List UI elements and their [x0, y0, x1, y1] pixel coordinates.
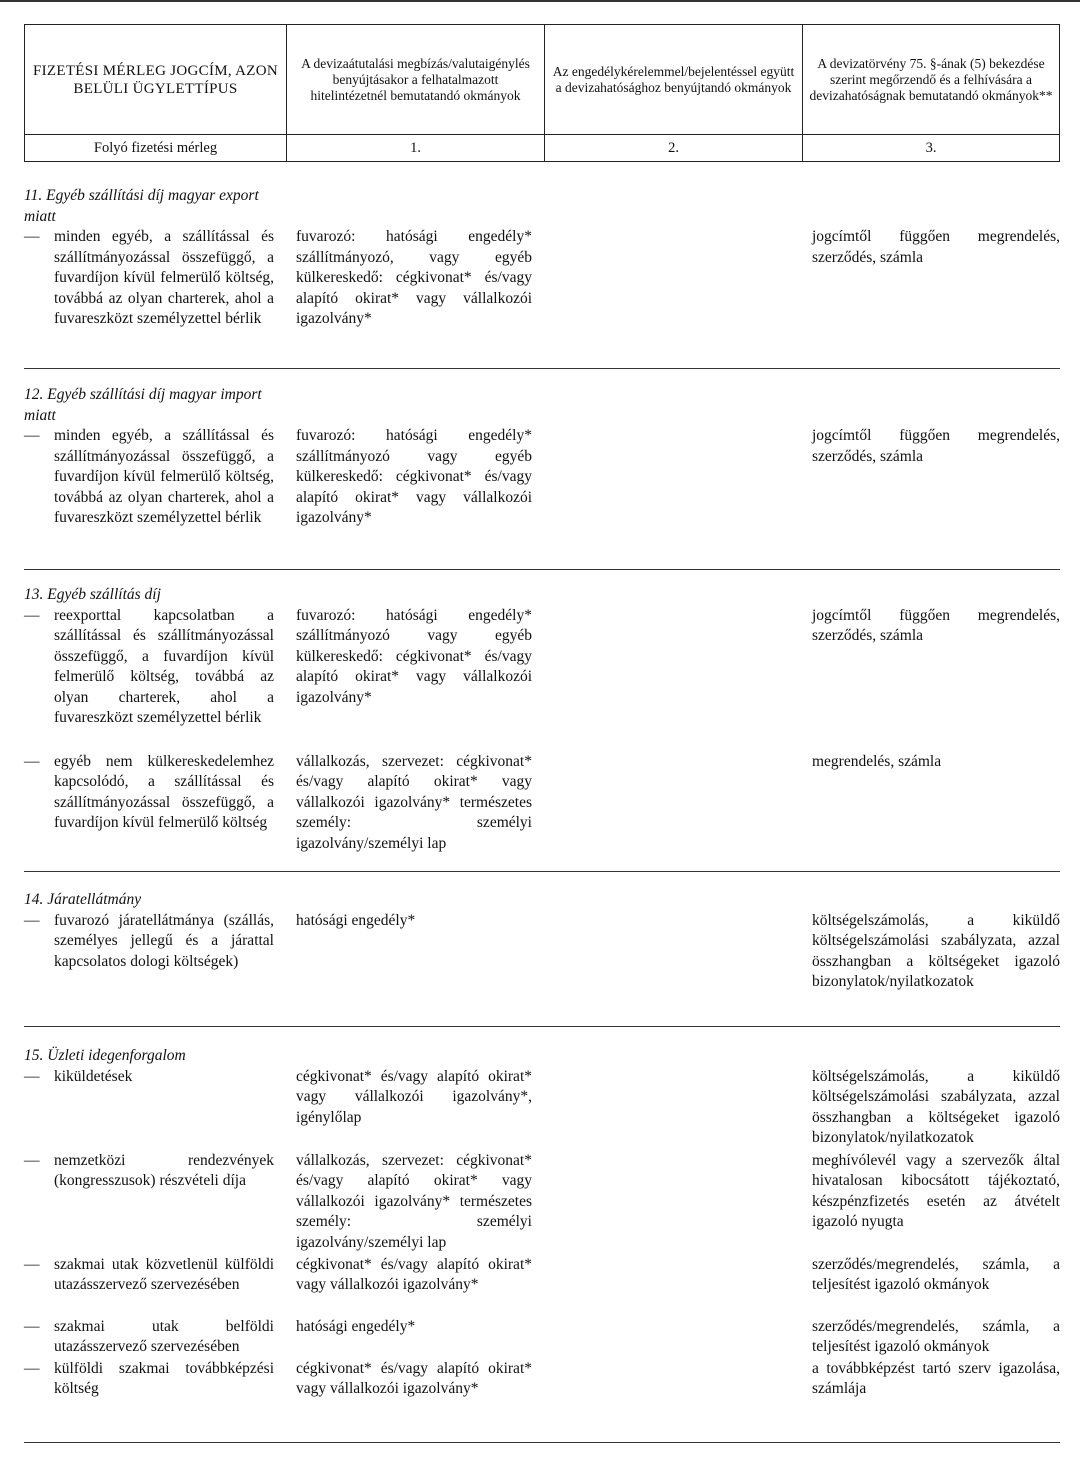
- row-retained-documents: jogcímtől függően megrendelés, szerződés, számla: [812, 228, 1060, 266]
- row-retained-documents: szerződés/megrendelés, számla, a teljesítést igazoló okmányok: [812, 1255, 1060, 1293]
- row-bank-documents: cégkivonat* és/vagy alapító okirat* vagy vállalkozói igazolvány*: [296, 1359, 532, 1397]
- section-divider: [24, 368, 1060, 369]
- row-retained-documents: meghívólevél vagy a szervezők által hivatalosan kibocsátott tájékoztató, készpénzfizetés esetén az átvételt igazoló nyugta: [812, 1151, 1060, 1230]
- section-12: [24, 385, 1060, 550]
- row-bank-documents: cégkivonat* és/vagy alapító okirat* vagy vállalkozói igazolvány*, igénylőlap: [296, 1067, 532, 1126]
- row-description: [24, 752, 274, 834]
- row-description-text: szakmai utak belföldi utazásszervező szervezésében: [54, 1317, 274, 1355]
- section-15: [24, 1046, 1060, 1421]
- section-title: 13. Egyéb szállítás díj: [24, 586, 161, 603]
- row-retained-documents: megrendelés, számla: [812, 752, 942, 770]
- section-title: 11. Egyéb szállítási díj magyar export miatt: [24, 187, 259, 225]
- header-number-row: [24, 135, 1060, 162]
- row-retained-documents: költségelszámolás, a kiküldő költségelszámolási szabályzata, azzal összhangban a költségeket igazoló bizonylatok/nyilatkozatok: [812, 1067, 1060, 1146]
- section-title: 14. Járatellátmány: [24, 891, 142, 908]
- row-description: [24, 606, 274, 729]
- top-rule: [0, 0, 1080, 2]
- section-divider: [24, 871, 1060, 872]
- row-bank-documents: hatósági engedély*: [296, 911, 416, 929]
- dash-marker: —: [24, 752, 40, 770]
- row-bank-documents: fuvarozó: hatósági engedély* szállítmányozó, vagy egyéb külkereskedő: cégkivonat* és/vagy alapító okirat* vagy vállalkozói igazolvány*: [296, 228, 532, 327]
- bottom-rule: [24, 1442, 1060, 1443]
- row-description-text: külföldi szakmai továbbképzési költség: [54, 1359, 274, 1397]
- dash-marker: —: [24, 1359, 40, 1377]
- row-bank-documents: fuvarozó: hatósági engedély* szállítmányozó vagy egyéb külkereskedő: cégkivonat* és/vagy alapító okirat* vagy vállalkozói igazolvány*: [296, 427, 532, 526]
- section-13: [24, 585, 1060, 856]
- row-bank-documents: hatósági engedély*: [296, 1317, 416, 1335]
- section-title: 15. Üzleti idegenforgalom: [24, 1047, 186, 1064]
- row-description: [24, 426, 274, 529]
- row-description: [24, 1151, 274, 1192]
- row-description-text: fuvarozó járatellátmánya (szállás, személyes jellegű és a járattal kapcsolatos dologi költségek): [54, 911, 274, 970]
- header-col-2: Az engedélykérelemmel/bejelentéssel együtt a devizahatósághoz benyújtandó okmányok: [544, 25, 802, 134]
- row-description-text: minden egyéb, a szállítással és szállítmányozással összefüggő, a fuvardíjon kívül felmerülő költség, továbbá az olyan charterek, ahol a fuvareszközt személyzettel bérlik: [54, 228, 274, 327]
- table-row: [24, 1255, 1060, 1317]
- header-col-1: A devizaátutalási megbízás/valutaigénylés benyújtásakor a felhatalmazott hitelintézetnél bemutatandó okmányok: [286, 25, 544, 134]
- header-num-0: Folyó fizetési mérleg: [24, 135, 286, 161]
- header-table: [24, 24, 1060, 162]
- row-description: [24, 1255, 274, 1296]
- row-description: [24, 1359, 274, 1400]
- table-row: [24, 426, 1060, 550]
- dash-marker: —: [24, 911, 40, 929]
- table-row: [24, 1151, 1060, 1255]
- row-description-text: egyéb nem külkereskedelemhez kapcsolódó, a szállítással és szállítmányozással összefüggő, a fuvardíjon kívül felmerülő költség: [54, 752, 274, 831]
- dash-marker: —: [24, 427, 40, 444]
- table-row: [24, 606, 1060, 752]
- header-col-3: A devizatörvény 75. §-ának (5) bekezdése szerint megőrzendő és a felhívására a devizahatóságnak bemutatandó okmányok**: [802, 25, 1060, 134]
- row-description: [24, 911, 274, 973]
- section-14: [24, 890, 1060, 1015]
- row-description: [24, 1317, 274, 1358]
- row-description-text: reexporttal kapcsolatban a szállítással és szállítmányozással összefüggő, a fuvardíjon kívül felmerülő költség, továbbá az olyan charterek, ahol a fuvareszközt személyzettel bérlik: [54, 606, 274, 726]
- table-row: [24, 911, 1060, 1015]
- header-row: [24, 25, 1060, 135]
- row-retained-documents: szerződés/megrendelés, számla, a teljesítést igazoló okmányok: [812, 1317, 1060, 1355]
- section-divider: [24, 1026, 1060, 1027]
- row-bank-documents: vállalkozás, szervezet: cégkivonat* és/vagy alapító okirat* vagy vállalkozói igazolvány* természetes személy: személyi igazolvány/személyi lap: [296, 752, 532, 852]
- row-bank-documents: fuvarozó: hatósági engedély* szállítmányozó vagy egyéb külkereskedő: cégkivonat* és/vagy alapító okirat* vagy vállalkozói igazolvány*: [296, 606, 532, 706]
- row-description-text: minden egyéb, a szállítással és szállítmányozással összefüggő, a fuvardíjon kívül felmerülő költség, továbbá az olyan charterek, ahol a fuvareszközt személyzettel bérlik: [54, 427, 274, 526]
- row-description-text: kiküldetések: [54, 1067, 133, 1085]
- row-description: [24, 1067, 274, 1088]
- row-bank-documents: vállalkozás, szervezet: cégkivonat* és/vagy alapító okirat* vagy vállalkozói igazolvány* természetes személy: személyi igazolvány/személyi lap: [296, 1151, 532, 1251]
- table-row: [24, 1359, 1060, 1421]
- header-num-1: 1.: [286, 135, 544, 161]
- dash-marker: —: [24, 606, 40, 624]
- row-description-text: szakmai utak közvetlenül külföldi utazásszervező szervezésében: [54, 1255, 274, 1293]
- row-description-text: nemzetközi rendezvények (kongresszusok) részvételi díja: [54, 1151, 274, 1189]
- dash-marker: —: [24, 1255, 40, 1273]
- table-row: [24, 227, 1060, 351]
- table-row: [24, 1067, 1060, 1151]
- section-divider: [24, 569, 1060, 570]
- section-title: 12. Egyéb szállítási díj magyar import miatt: [24, 386, 262, 424]
- row-retained-documents: jogcímtől függően megrendelés, szerződés, számla: [812, 606, 1060, 644]
- section-11: [24, 186, 1060, 351]
- dash-marker: —: [24, 228, 40, 245]
- row-retained-documents: költségelszámolás, a kiküldő költségelszámolási szabályzata, azzal összhangban a költségeket igazoló bizonylatok/nyilatkozatok: [812, 911, 1060, 990]
- dash-marker: —: [24, 1151, 40, 1169]
- table-row: [24, 1317, 1060, 1359]
- table-row: [24, 752, 1060, 856]
- dash-marker: —: [24, 1067, 40, 1085]
- row-description: [24, 227, 274, 330]
- header-num-2: 2.: [544, 135, 802, 161]
- header-num-3: 3.: [802, 135, 1060, 161]
- dash-marker: —: [24, 1317, 40, 1335]
- header-col-title: FIZETÉSI MÉRLEG JOGCÍM, AZON BELÜLI ÜGYLETTÍPUS: [24, 25, 286, 134]
- row-retained-documents: jogcímtől függően megrendelés, szerződés, számla: [812, 427, 1060, 465]
- row-retained-documents: a továbbképzést tartó szerv igazolása, számlája: [812, 1359, 1060, 1397]
- row-bank-documents: cégkivonat* és/vagy alapító okirat* vagy vállalkozói igazolvány*: [296, 1255, 532, 1293]
